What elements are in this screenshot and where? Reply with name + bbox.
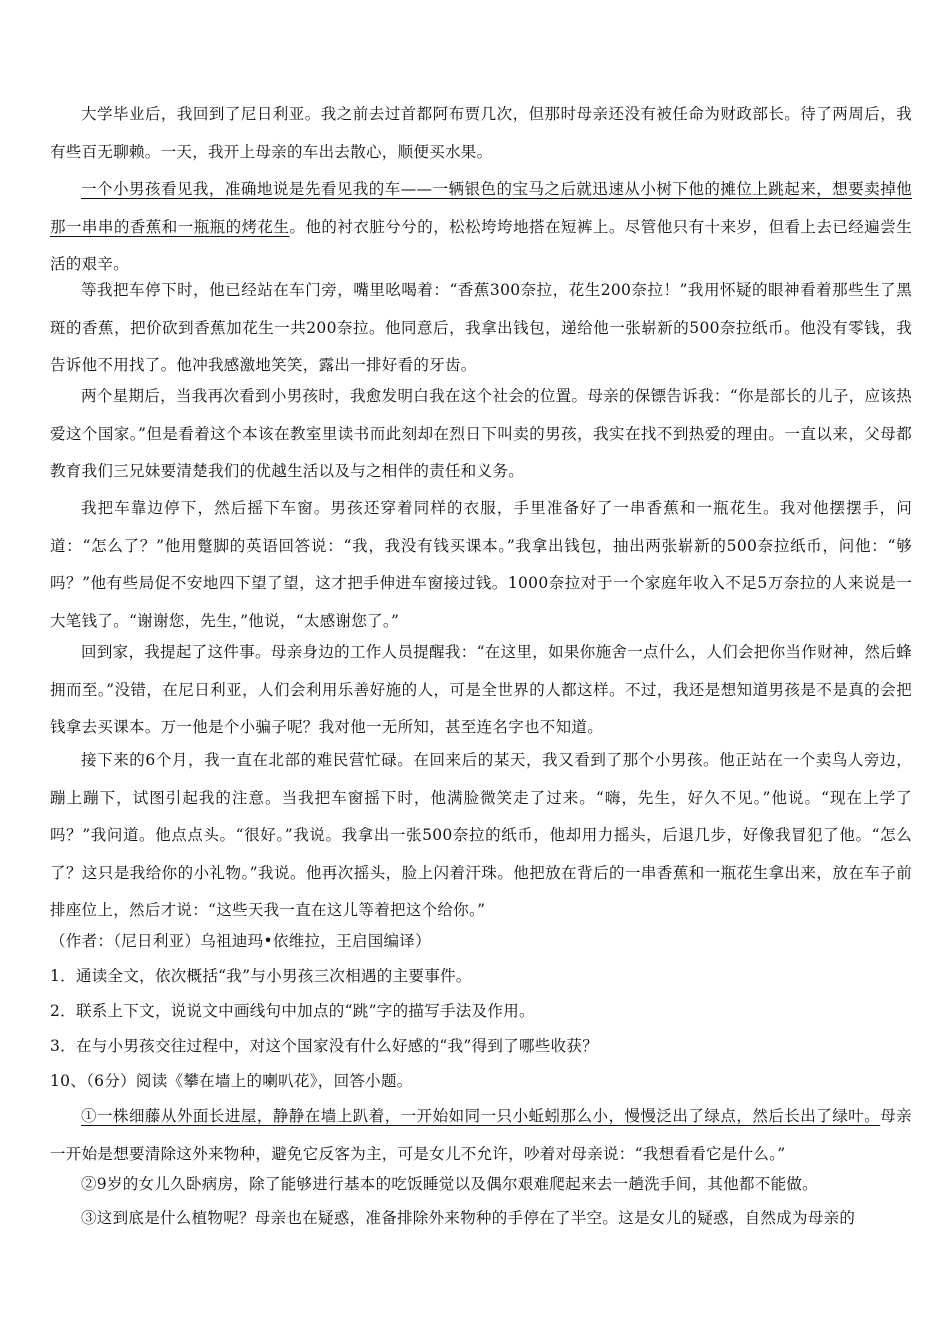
section-10-paragraph-1 [50,1098,912,1173]
paragraph-2-rest: 。他的衬衣脏兮兮的，松松垮垮地搭在短裤上。尽管他只有十来岁，但看上去已经遍尝生活的艰辛。 [50,217,912,273]
question-1: 1．通读全文，依次概括“我”与小男孩三次相遇的主要事件。 [50,967,472,985]
passage-paragraph-3: 等我把车停下时，他已经站在车门旁，嘴里吆喝着：“香蕉300奈拉，花生200奈拉！”我用怀疑的眼神看着那些生了黑斑的香蕉，把价砍到香蕉加花生一共200奈拉。他同意后，我拿出钱包，递给他一张崭新的500奈拉纸币。他没有零钱，我告诉他不用找了。他冲我感激地笑笑，露出一排好看的牙齿。 [50,281,912,374]
section-10-paragraph-3: ③这到底是什么植物呢？母亲也在疑惑，准备排除外来物种的手停在了半空。这是女儿的疑惑，自然成为母亲的 [81,1209,856,1227]
passage-paragraph-6: 回到家，我提起了这件事。母亲身边的工作人员提醒我：“在这里，如果你施舍一点什么，人们会把你当作财神，然后蜂拥而至。”没错，在尼日利亚，人们会利用乐善好施的人，可是全世界的人都这样。不过，我还是想知道男孩是不是真的会把钱拿去买课本。万一他是个小骗子呢？我对他一无所知，甚至连名字也不知道。 [50,643,912,736]
passage-paragraph-1: 大学毕业后，我回到了尼日利亚。我之前去过首都阿布贾几次，但那时母亲还没有被任命为财政部长。待了两周后，我有些百无聊赖。一天，我开上母亲的车出去散心，顺便买水果。 [50,105,912,161]
passage-paragraph-4: 两个星期后，当我再次看到小男孩时，我愈发明白我在这个社会的位置。母亲的保镖告诉我：“你是部长的儿子，应该热爱这个国家。”但是看着这个本该在教室里读书而此刻却在烈日下叫卖的男孩，我实在找不到热爱的理由。一直以来，父母都教育我们三兄妹要清楚我们的优越生活以及与之相伴的责任和义务。 [50,387,912,480]
section-10-underlined-sentence: ①一株细藤从外面长进屋，静静在墙上趴着，一开始如同一只小蚯蚓那么小，慢慢泛出了绿点，然后长出了绿叶。 [81,1107,881,1125]
question-2: 2．联系上下文，说说文中画线句中加点的“跳”字的描写手法及作用。 [50,1002,535,1020]
passage-paragraph-7: 接下来的6个月，我一直在北部的难民营忙碌。在回来后的某天，我又看到了那个小男孩。他正站在一个卖鸟人旁边，蹦上蹦下，试图引起我的注意。当我把车窗摇下时，他满脸微笑走了过来。“嗨，先生，好久不见。”他说。“现在上学了吗？”我问道。他点点头。“很好。”我说。我拿出一张500奈拉的纸币，他却用力摇头，后退几步，好像我冒犯了他。“怎么了？这只是我给你的小礼物。”我说。他再次摇头，脸上闪着汗珠。他把放在背后的一串香蕉和一瓶花生拿出来，放在车子前排座位上，然后才说：“这些天我一直在这儿等着把这个给你。” [50,751,912,919]
author-credit: （作者：（尼日利亚）乌祖迪玛•依维拉，王启国编译） [50,932,431,950]
passage-paragraph-2 [50,171,912,284]
passage-paragraph-5: 我把车靠边停下，然后摇下车窗。男孩还穿着同样的衣服，手里准备好了一串香蕉和一瓶花生。我对他摆摆手，问道：“怎么了？”他用蹩脚的英语回答说：“我，我没有钱买课本。”我拿出钱包，抽出两张崭新的500奈拉纸币，问他：“够吗？”他有些局促不安地四下望了望，这才把手伸进车窗接过钱。1000奈拉对于一个家庭年收入不足5万奈拉的人来说是一大笔钱了。“谢谢您，先生，”他说，“太感谢您了。” [50,499,912,630]
section-10-title: 10、（6分）阅读《攀在墙上的喇叭花》，回答小题。 [50,1072,413,1090]
underlined-sentence: 一个小男孩看见我，准确地说是先看见我的车——一辆银色的宝马之后就迅速从小树下他的摊位上跳起来，想要卖掉他那一串串的香蕉和一瓶瓶的烤花生 [50,180,912,236]
section-10-paragraph-1-rest: 母亲一开始是想要清除这外来物种，避免它反客为主，可是女儿不允许，吵着对母亲说：“我想看看它是什么。” [50,1107,912,1163]
question-3: 3．在与小男孩交往过程中，对这个国家没有什么好感的“我”得到了哪些收获？ [50,1037,599,1055]
section-10-paragraph-2: ②9岁的女儿久卧病房，除了能够进行基本的吃饭睡觉以及偶尔艰难爬起来去一趟洗手间，其他都不能做。 [81,1175,818,1193]
